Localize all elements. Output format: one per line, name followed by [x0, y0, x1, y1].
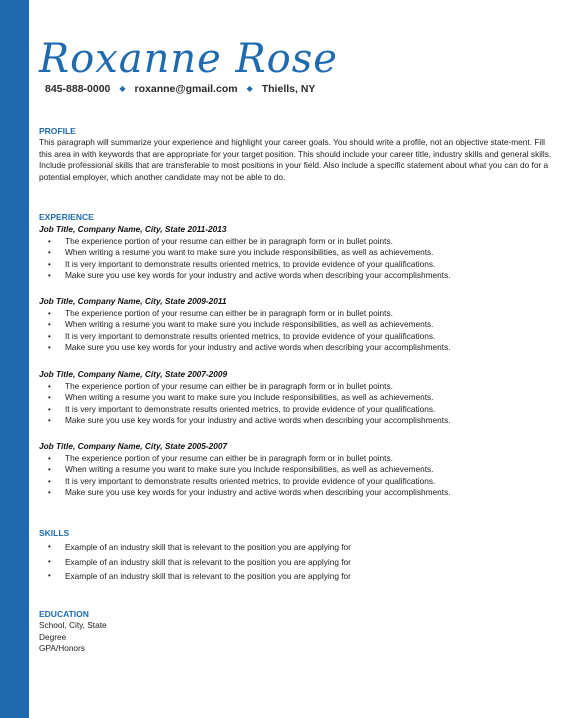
job-title: Job Title, Company Name, City, State 2007-2009 [39, 369, 228, 379]
skill-item: • Example of an industry skill that is relevant to the position you are applying for [39, 540, 559, 555]
job-bullet: • Make sure you use key words for your industry and active words when describing your accomplishments. [39, 342, 559, 354]
skills-section [39, 528, 559, 584]
job-bullet-list [39, 236, 559, 282]
skill-item: • Example of an industry skill that is relevant to the position you are applying for [39, 555, 559, 570]
job-bullet: • The experience portion of your resume can either be in paragraph form or in bullet points. [39, 308, 559, 320]
job-entry [39, 441, 559, 499]
job-bullet: • When writing a resume you want to make sure you include responsibilities, as well as achievements. [39, 319, 559, 331]
job-entry [39, 224, 559, 282]
skills-heading: SKILLS [39, 528, 70, 538]
job-bullet: • The experience portion of your resume can either be in paragraph form or in bullet points. [39, 453, 559, 465]
contact-line [45, 83, 315, 95]
education-section [39, 609, 559, 655]
skill-item: • Example of an industry skill that is relevant to the position you are applying for [39, 569, 559, 584]
education-heading: EDUCATION [39, 609, 89, 619]
diamond-separator-icon: ◆ [119, 84, 126, 93]
education-line: GPA/Honors [39, 643, 85, 654]
skills-list [39, 540, 559, 584]
accent-sidebar-bar [0, 0, 29, 718]
job-bullet-list [39, 453, 559, 499]
profile-heading: PROFILE [39, 126, 76, 136]
job-bullet: • It is very important to demonstrate results oriented metrics, to provide evidence of your qualifications. [39, 476, 559, 488]
diamond-separator-icon: ◆ [246, 84, 253, 93]
job-bullet: • When writing a resume you want to make sure you include responsibilities, as well as achievements. [39, 247, 559, 259]
profile-section [39, 126, 559, 183]
job-bullet-list [39, 381, 559, 427]
profile-paragraph: This paragraph will summarize your experience and highlight your career goals. You should write a profile, not an objective state-ment. Fill this area in with keywords that are appropriate for your target position. This should include your career title, industry skills and general skills. Include professional skills that are transferable to most positions in your field. Also include a specific statement about what you can do for a potential employer, which another candidate may not be able to do. [39, 137, 552, 182]
education-line: Degree [39, 631, 67, 642]
job-bullet: • Make sure you use key words for your industry and active words when describing your accomplishments. [39, 270, 559, 282]
job-title: Job Title, Company Name, City, State 2011-2013 [39, 224, 227, 234]
job-bullet: • It is very important to demonstrate results oriented metrics, to provide evidence of your qualifications. [39, 259, 559, 271]
job-bullet: • The experience portion of your resume can either be in paragraph form or in bullet points. [39, 381, 559, 393]
job-bullet: • Make sure you use key words for your industry and active words when describing your accomplishments. [39, 415, 559, 427]
education-line: School, City, State [39, 620, 107, 630]
job-bullet: • Make sure you use key words for your industry and active words when describing your accomplishments. [39, 487, 559, 499]
job-bullet: • It is very important to demonstrate results oriented metrics, to provide evidence of your qualifications. [39, 404, 559, 416]
job-entry [39, 369, 559, 427]
job-bullet: • It is very important to demonstrate results oriented metrics, to provide evidence of your qualifications. [39, 331, 559, 343]
email-text: roxanne@gmail.com [134, 83, 238, 95]
location-text: Thiells, NY [261, 83, 316, 95]
phone-text: 845-888-0000 [45, 83, 111, 95]
job-entry [39, 296, 559, 354]
job-bullet-list [39, 308, 559, 354]
job-bullet: • When writing a resume you want to make sure you include responsibilities, as well as achievements. [39, 392, 559, 404]
resume-name: Roxanne Rose [39, 36, 338, 82]
job-title: Job Title, Company Name, City, State 2009-2011 [39, 296, 227, 306]
experience-section [39, 212, 559, 223]
job-bullet: • The experience portion of your resume can either be in paragraph form or in bullet points. [39, 236, 559, 248]
job-title: Job Title, Company Name, City, State 2005-2007 [39, 441, 228, 451]
experience-heading: EXPERIENCE [39, 212, 94, 222]
job-bullet: • When writing a resume you want to make sure you include responsibilities, as well as achievements. [39, 464, 559, 476]
